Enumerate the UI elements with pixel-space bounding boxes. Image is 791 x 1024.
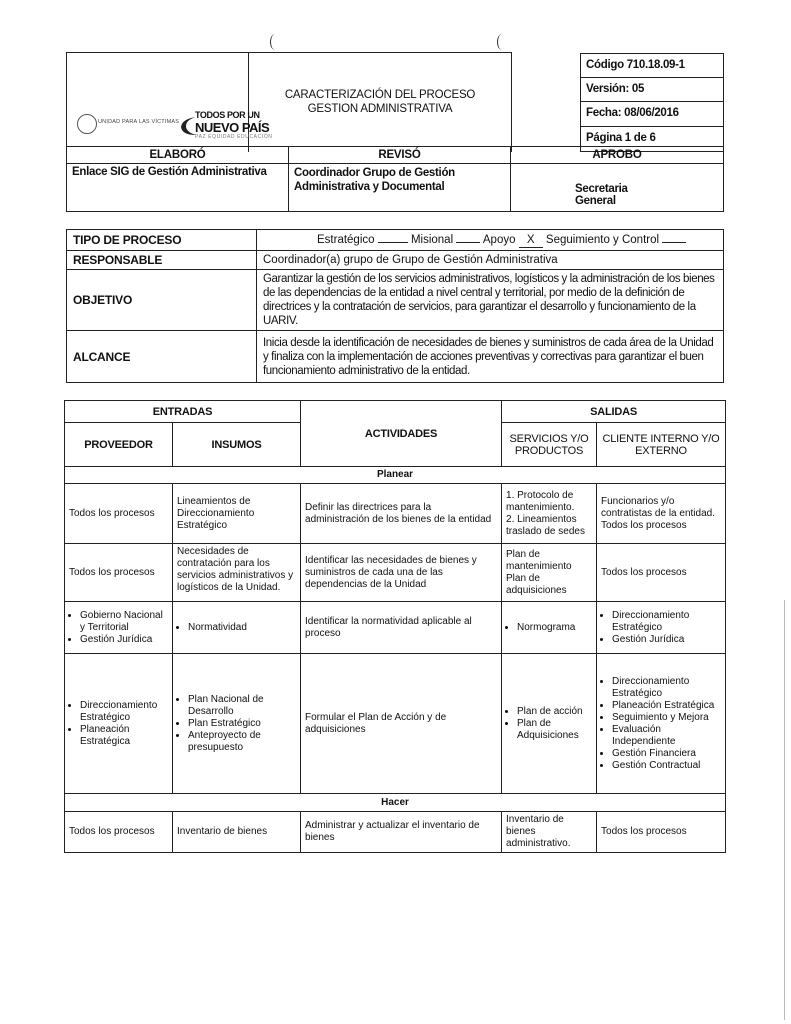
table-cell: Todos los procesos [597, 544, 726, 602]
table-cell: Definir las directrices para la administración de los bienes de la entidad [301, 484, 502, 544]
table-cell: Todos los procesos [65, 812, 173, 853]
scan-edge-line [784, 600, 785, 1020]
table-cell [173, 654, 301, 794]
list-item: • Plan Nacional de Desarrollo [188, 694, 296, 718]
fecha-cell: Fecha: 08/06/2016 [580, 102, 724, 127]
table-cell: Identificar la normatividad aplicable al proceso [301, 602, 502, 654]
list-item: • Planeación Estratégica [612, 700, 721, 712]
list-item: Todos los procesos [601, 519, 687, 531]
table-cell: Formular el Plan de Acción y de adquisiciones [301, 654, 502, 794]
planear-section: Planear [65, 467, 726, 484]
insumos-header: INSUMOS [173, 423, 301, 467]
tipo-misional-blank [456, 232, 480, 243]
table-cell: Lineamientos de Direccionamiento Estratégico [173, 484, 301, 544]
list-item: • Plan Estratégico [188, 718, 296, 730]
tipo-misional: Misional [410, 234, 454, 246]
table-cell: Identificar las necesidades de bienes y suministros de cada una de las dependencias de la Unidad [301, 544, 502, 602]
aprobo-value: Secretaria General [511, 164, 724, 212]
document-title-line2: GESTION ADMINISTRATIVA [307, 103, 453, 116]
list-item: • Gestión Jurídica [612, 634, 721, 646]
alcance-label: ALCANCE [67, 331, 257, 383]
reviso-label: REVISÓ [289, 147, 511, 164]
table-cell [502, 484, 597, 544]
salidas-header: SALIDAS [502, 401, 726, 423]
codigo-cell: Código 710.18.09-1 [580, 53, 724, 78]
signatures-table [66, 146, 724, 212]
table-cell: Inventario de bienes administrativo. [502, 812, 597, 853]
list-item: 1. Protocolo de mantenimiento. [506, 489, 575, 513]
pagina-cell: Página 1 de 6 [580, 127, 724, 152]
table-cell: Inventario de bienes [173, 812, 301, 853]
proveedor-header: PROVEEDOR [65, 423, 173, 467]
list-item: Plan de mantenimiento [506, 548, 572, 572]
table-cell [597, 484, 726, 544]
tipo-seguimiento-blank [662, 232, 686, 243]
logo-right-line1: TODOS POR UN [195, 110, 260, 121]
meta-container [512, 53, 724, 152]
logo-cell [67, 53, 273, 152]
scan-mark [270, 34, 280, 50]
list-item: • Anteproyecto de presupuesto [188, 730, 296, 754]
list-item: • Plan de Adquisiciones [517, 718, 592, 742]
list-item: • Gestión Contractual [612, 760, 721, 772]
list-item: • Evaluación Independiente [612, 724, 721, 748]
table-cell [597, 602, 726, 654]
list-item: • Direccionamiento Estratégico [612, 676, 721, 700]
tipo-seguimiento: Seguimiento y Control [545, 234, 660, 246]
servicios-header: SERVICIOS Y/O PRODUCTOS [502, 423, 597, 467]
list-item: • Normograma [517, 622, 592, 634]
responsable-label: RESPONSABLE [67, 251, 257, 270]
table-cell: Todos los procesos [597, 812, 726, 853]
table-cell: Administrar y actualizar el inventario de bienes [301, 812, 502, 853]
table-cell [65, 654, 173, 794]
table-cell [597, 654, 726, 794]
list-item: • Gestión Financiera [612, 748, 721, 760]
logo-right-line2: NUEVO PAÍS [195, 120, 270, 136]
responsable-value: Coordinador(a) grupo de Grupo de Gestión Administrativa [257, 251, 724, 270]
list-item: Plan de adquisiciones [506, 572, 567, 596]
tipo-estrategico-blank [378, 232, 408, 243]
elaboro-value: Enlace SIG de Gestión Administrativa [67, 164, 289, 212]
document-header [66, 52, 724, 152]
tipo-apoyo: Apoyo [482, 234, 516, 246]
list-item: • Planeación Estratégica [80, 724, 168, 748]
list-item: • Plan de acción [517, 706, 592, 718]
objetivo-label: OBJETIVO [67, 270, 257, 331]
version-cell: Versión: 05 [580, 78, 724, 102]
table-cell [65, 602, 173, 654]
objetivo-value: Garantizar la gestión de los servicios administrativos, logísticos y la administración de los bienes de las dependencias de la entidad a nivel central y territorial, por medio de la definición de directrices y la contratación de servicios, para garantizar el desarrollo y funcionamiento de la UARIV. [257, 270, 724, 331]
tipo-apoyo-mark: X [519, 233, 543, 248]
logo-left-text: UNIDAD PARA LAS VÍCTIMAS [98, 119, 180, 126]
tipo-proceso-value [257, 230, 724, 251]
entradas-header: ENTRADAS [65, 401, 301, 423]
table-cell: Necesidades de contratación para los servicios administrativos y logísticos de la Unidad. [173, 544, 301, 602]
tipo-estrategico: Estratégico [317, 234, 375, 246]
list-item: 2. Lineamientos traslado de sedes [506, 513, 585, 537]
alcance-value: Inicia desde la identificación de necesidades de bienes y suministros de cada área de la Unidad y finaliza con la implementación de acciones preventivas y correctivas para garantizar el buen funcionamiento administrativo de la entidad. [257, 331, 724, 383]
elaboro-label: ELABORÓ [67, 147, 289, 164]
document-title-cell [249, 53, 512, 152]
tipo-proceso-label: TIPO DE PROCESO [67, 230, 257, 251]
aprobo-label: APROBO [511, 147, 724, 164]
actividades-header: ACTIVIDADES [301, 401, 502, 467]
table-cell: Todos los procesos [65, 484, 173, 544]
list-item: • Gobierno Nacional y Territorial [80, 610, 168, 634]
cliente-header: CLIENTE INTERNO Y/O EXTERNO [597, 423, 726, 467]
logo-right-line3: PAZ EQUIDAD EDUCACIÓN [195, 134, 273, 141]
table-cell [502, 602, 597, 654]
list-item: • Direccionamiento Estratégico [80, 700, 168, 724]
reviso-value: Coordinador Grupo de Gestión Administrativa y Documental [289, 164, 511, 212]
list-item: • Normatividad [188, 622, 296, 634]
scan-mark [497, 34, 507, 50]
process-info-table [66, 229, 724, 383]
seal-icon [77, 114, 97, 134]
document-title-line1: CARACTERIZACIÓN DEL PROCESO [284, 89, 476, 102]
table-cell: Todos los procesos [65, 544, 173, 602]
list-item: • Direccionamiento Estratégico [612, 610, 721, 634]
table-cell [173, 602, 301, 654]
table-cell [502, 544, 597, 602]
list-item: Funcionarios y/o contratistas de la entidad. [601, 495, 715, 519]
process-flow-table [64, 400, 726, 853]
list-item: • Seguimiento y Mejora [612, 712, 721, 724]
table-cell [502, 654, 597, 794]
list-item: • Gestión Jurídica [80, 634, 168, 646]
hacer-section: Hacer [65, 794, 726, 812]
